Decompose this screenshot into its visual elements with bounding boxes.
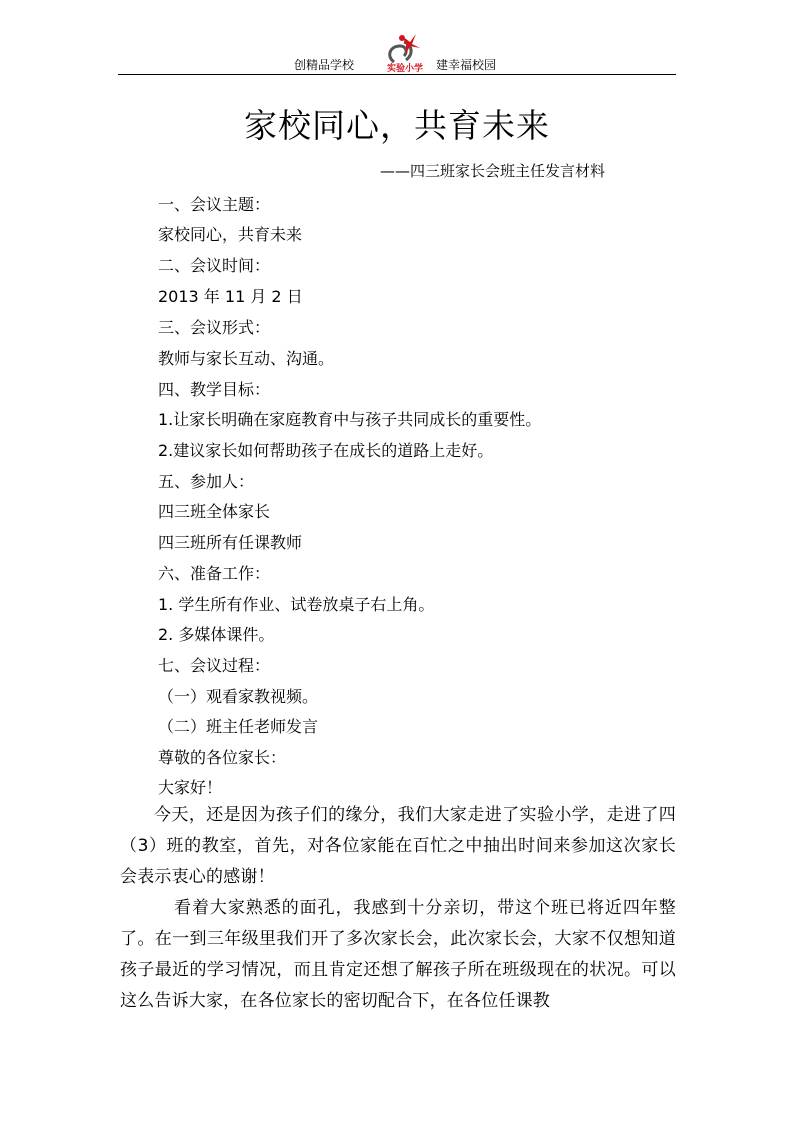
- document-title: 家校同心，共育未来: [244, 106, 550, 145]
- school-logo: [376, 32, 434, 74]
- logo-text: 实验小学: [386, 64, 423, 74]
- paragraph-2: 看着大家熟悉的面孔，我感到十分亲切，带这个班已将近四年整了。在一到三年级里我们开了多次家长会，此次家长会，大家不仅想知道孩子最近的学习情况，而且肯定还想了解孩子所在班级现在的状况。可以这么告诉大家，在各位家长的密切配合下，在各位任课教: [120, 898, 676, 1011]
- document-subtitle: ——四三班家长会班主任发言材料: [380, 162, 606, 180]
- section-heading-format: 三、会议形式：: [158, 318, 271, 337]
- header-right-text: 建幸福校园: [436, 58, 497, 72]
- list-item: 1.让家长明确在家庭教育中与孩子共同成长的重要性。: [158, 410, 542, 429]
- list-item: 2. 多媒体课件。: [158, 625, 275, 644]
- page-header: [118, 50, 676, 75]
- section-heading-theme: 一、会议主题：: [158, 195, 271, 214]
- list-item: 1. 学生所有作业、试卷放桌子右上角。: [158, 595, 435, 614]
- header-left-text: 创精品学校: [294, 58, 355, 72]
- section-heading-participants: 五、参加人：: [158, 472, 255, 491]
- section-heading-process: 七、会议过程：: [158, 656, 271, 675]
- list-item: （一）观看家教视频。: [158, 687, 319, 706]
- body-line: 四三班所有任课教师: [158, 533, 303, 552]
- body-line: 家校同心，共育未来: [158, 225, 303, 244]
- section-heading-goals: 四、教学目标：: [158, 380, 271, 399]
- greeting: 大家好！: [158, 778, 223, 797]
- list-item: 2.建议家长如何帮助孩子在成长的道路上走好。: [158, 441, 494, 460]
- section-heading-preparation: 六、准备工作：: [158, 564, 271, 583]
- section-heading-time: 二、会议时间：: [158, 256, 271, 275]
- body-line: 四三班全体家长: [158, 502, 271, 521]
- body-line: 教师与家长互动、沟通。: [158, 349, 335, 368]
- salutation: 尊敬的各位家长：: [158, 748, 287, 767]
- list-item: （二）班主任老师发言: [158, 717, 319, 736]
- paragraph-1: 今天，还是因为孩子们的缘分，我们大家走进了实验小学，走进了四（3）班的教室，首先，对各位家能在百忙之中抽出时间来参加这次家长会表示衷心的感谢！: [120, 805, 676, 887]
- body-line: 2013 年 11 月 2 日: [158, 287, 303, 306]
